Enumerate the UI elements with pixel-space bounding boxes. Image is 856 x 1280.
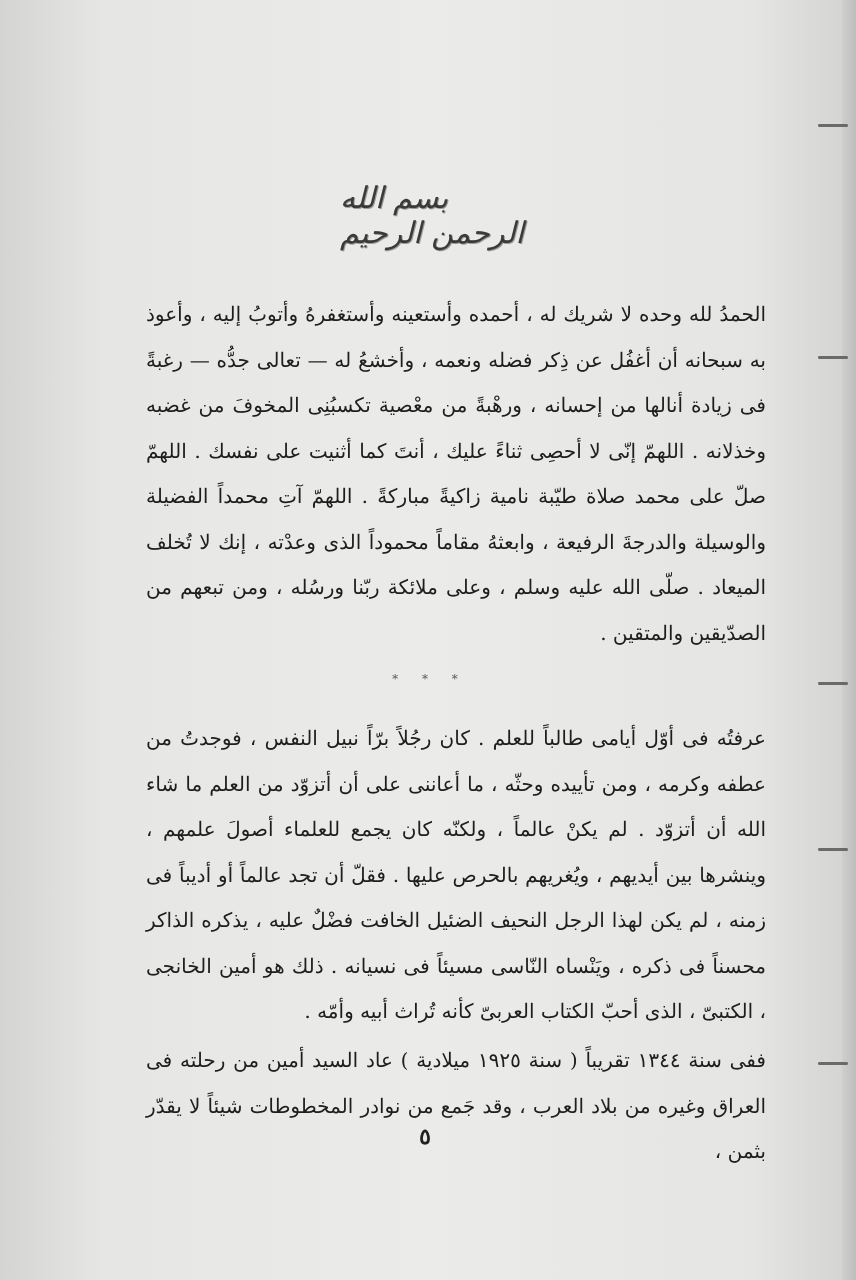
- book-spine: [842, 0, 856, 1280]
- paragraph-opening-prayer: [146, 292, 766, 656]
- binding-stitch: [818, 1062, 848, 1065]
- binding-stitch: [818, 356, 848, 359]
- paragraph-biography: [146, 716, 766, 1035]
- binding-stitch: [818, 682, 848, 685]
- paragraph-text: ففى سنة ١٣٤٤ تقريباً ( سنة ١٩٢٥ ميلادية ) عاد السيد أمين من رحلته فى العراق وغيره من بلاد العرب ، وقد جَمع من نوادر المخطوطات شيئاً لا يقدّر بثمن ،: [146, 1048, 766, 1163]
- paragraph-journey: [146, 1038, 766, 1175]
- binding-stitch: [818, 124, 848, 127]
- paragraph-text: عرفتُه فى أوّل أيامى طالباً للعلم . كان رجُلاً برّاً نبيل النفس ، فوجدتُ من عطفه وكرمه ، ومن تأييده وحثّه ، ما أعاننى على أن أتزوّد من العلم ما شاء الله أن أتزوّد . لم يكنْ عالماً ، ولكنّه كان يجمع للعلماء أصولَ علمهم ، وينشرها بين أيديهم ، ويُغريهم بالحرص عليها . فقلّ أن تجد عالماً أو أديباً فى زمنه ، لم يكن لهذا الرجل النحيف الضئيل الخافت فضْلٌ عليه ، يذكره الذاكر محسناً فى ذكره ، ويَنْساه النّاسى مسيئاً فى نسيانه . ذلك هو أمين الخانجى ، الكتبىّ ، الذى أحبّ الكتاب العربىّ كأنه تُراث أبيه وأمّه .: [146, 726, 766, 1023]
- page-number: ٥: [419, 1124, 431, 1150]
- section-separator: * * *: [392, 672, 468, 686]
- paragraph-text: الحمدُ لله وحده لا شريك له ، أحمده وأستعينه وأستغفرهُ وأتوبُ إليه ، وأعوذ به سبحانه أن أغفُل عن ذِكر فضله ونعمه ، وأخشعُ له — تعالى جدُّه — رغبةً فى زيادة أنالها من إحسانه ، ورهْبةً من معْصية تكسبُنِى المخوفَ من غضبه وخذلانه . اللهمّ إنّى لا أحصِى ثناءً عليك ، أنتَ كما أثنيت على نفسك . اللهمّ صلّ على محمد صلاة طيّبة نامية زاكيةً مباركةً . اللهمّ آتِ محمداً الفضيلة والوسيلة والدرجةَ الرفيعة ، وابعثهُ مقاماً محموداً الذى وعدْته ، إنك لا تُخلف الميعاد . صلّى الله عليه وسلم ، وعلى ملائكة ربّنا ورسُله ، ومن تبعهم من الصدّيقين والمتقين .: [146, 302, 766, 645]
- basmala-heading: بسم الله الرحمن الرحيم: [340, 181, 524, 251]
- binding-stitch: [818, 848, 848, 851]
